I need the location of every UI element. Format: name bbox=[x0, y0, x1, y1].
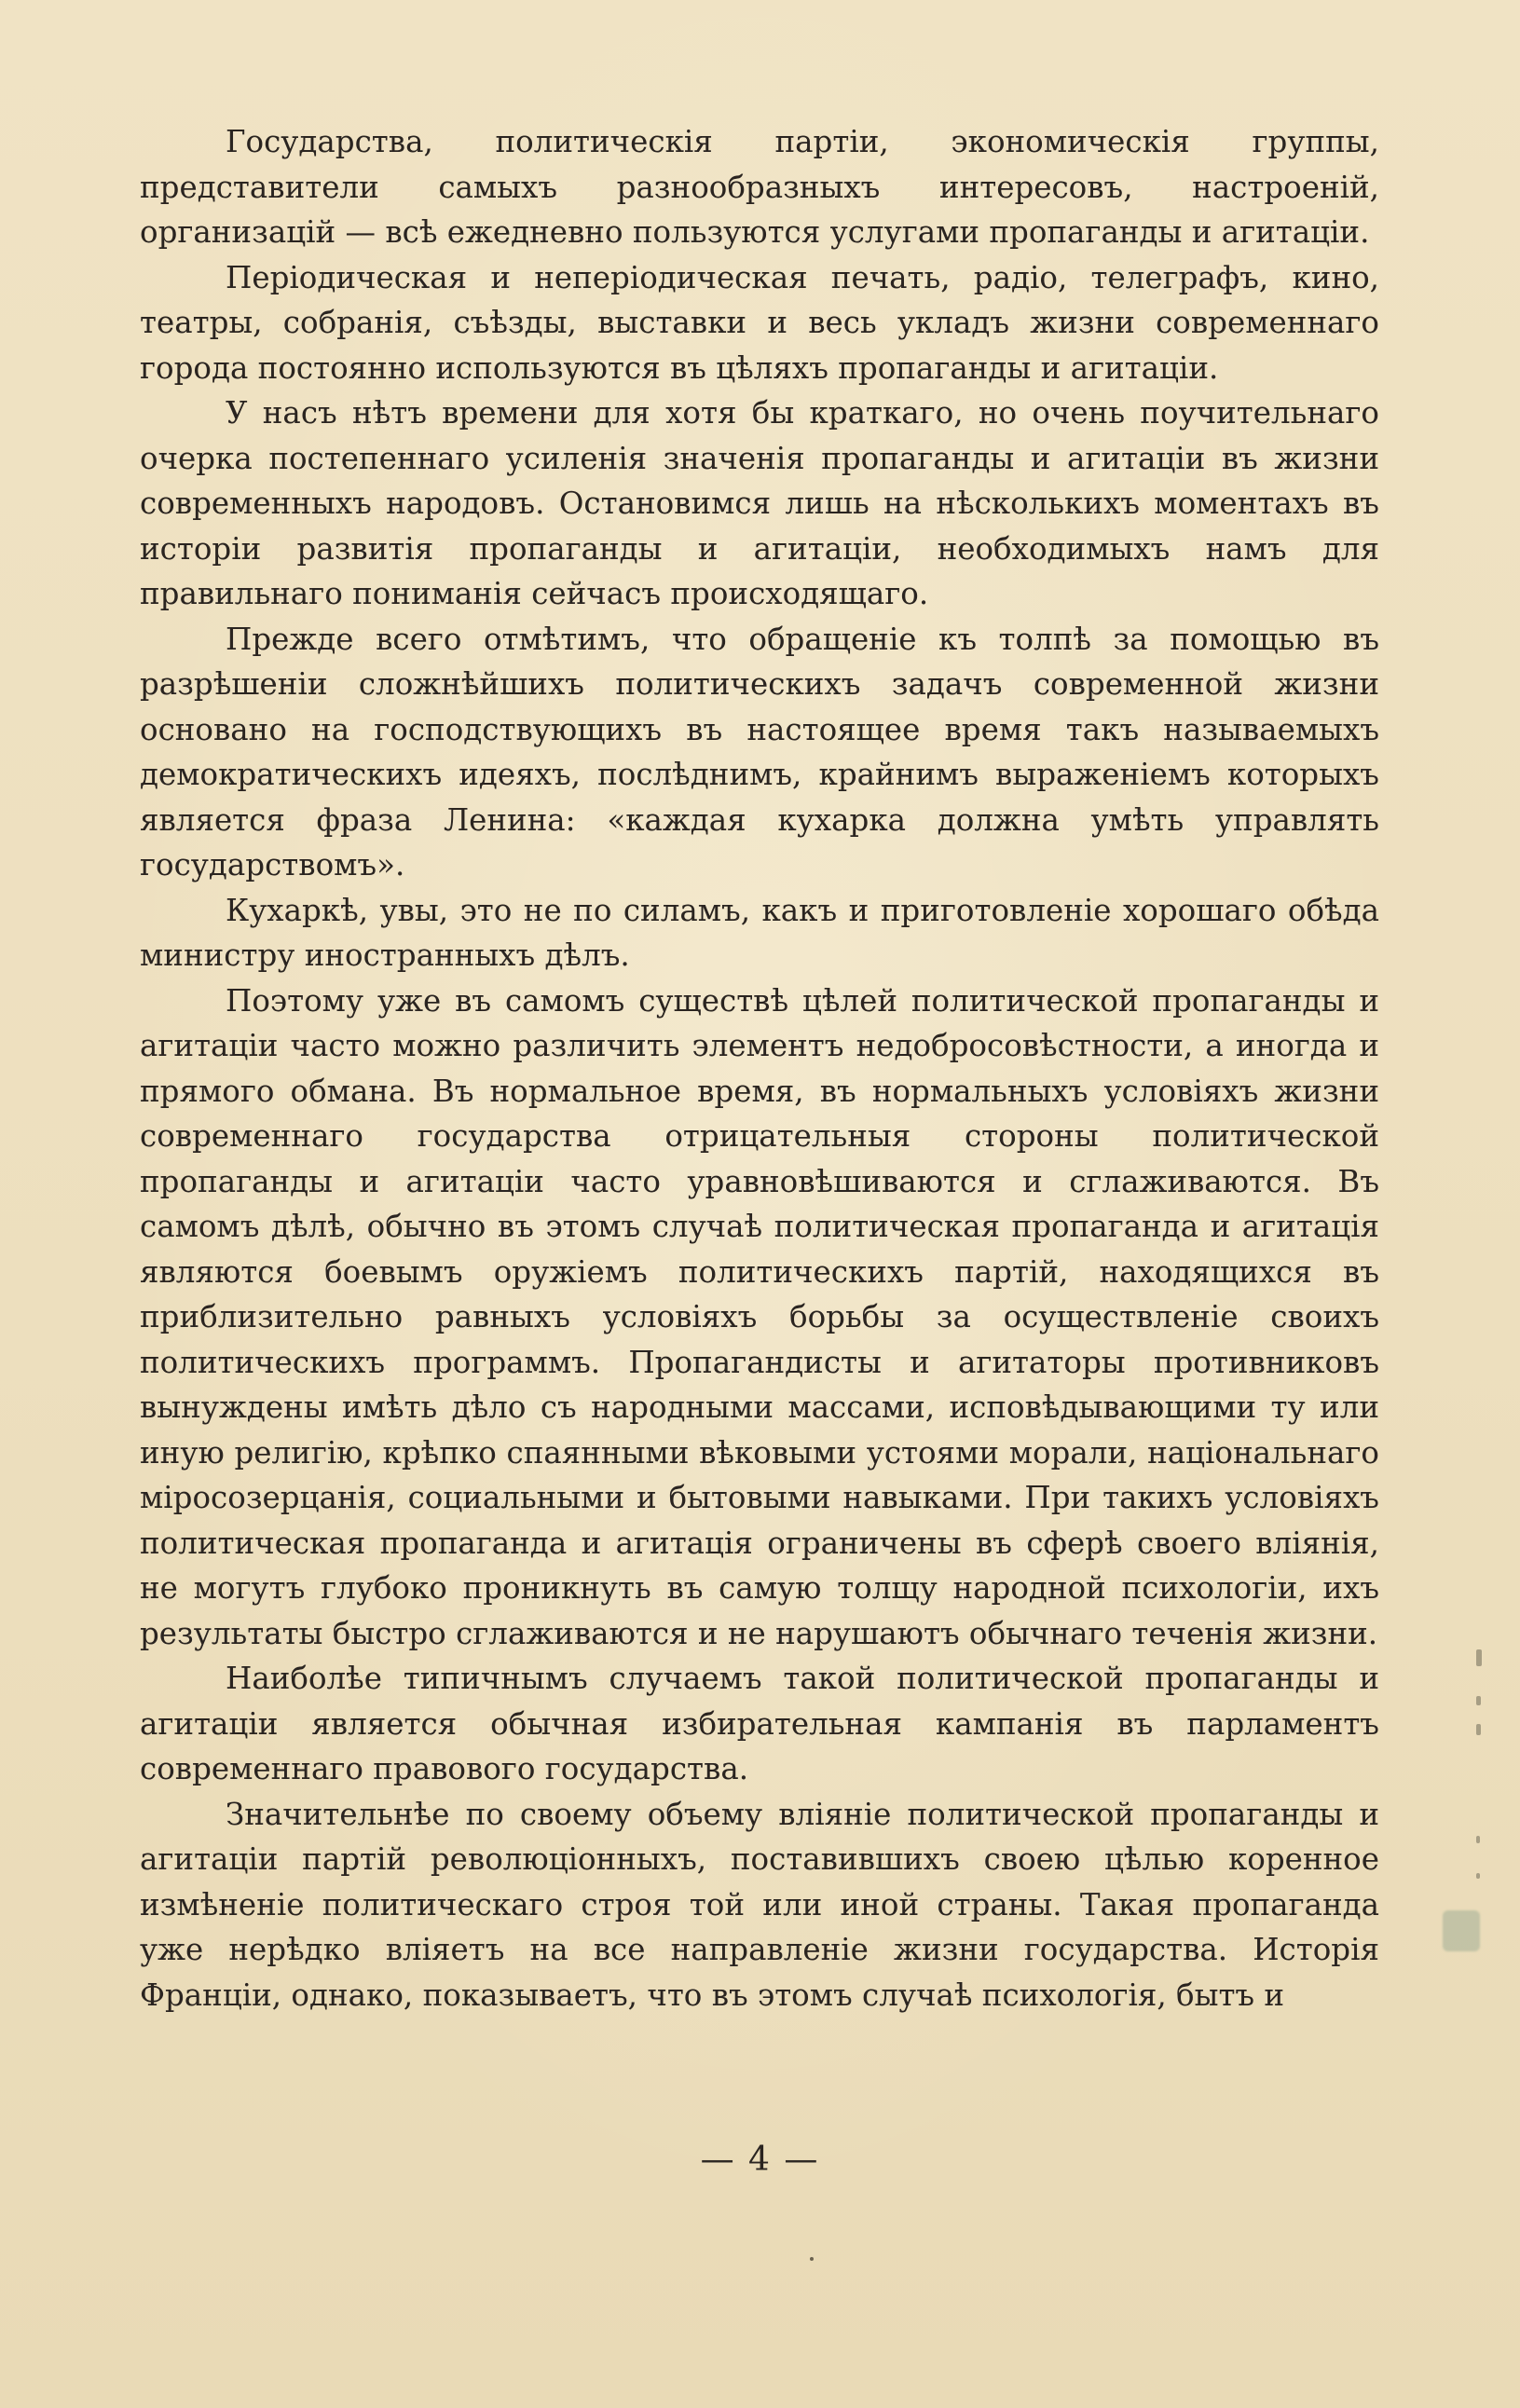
speck bbox=[810, 2257, 814, 2261]
paragraph-8: Значительнѣе по своему объему вліяніе политической пропаганды и агитаціи партій революціонныхъ, поставившихъ своею цѣлью коренное измѣненіе политическаго строя той или иной страны. Такая пропаганда уже нерѣдко вліяетъ на все направленіе жизни государства. Исторія Франціи, однако, показываетъ, что въ этомъ случаѣ психологія, бытъ и bbox=[140, 1796, 1379, 2013]
paragraph-3: У насъ нѣтъ времени для хотя бы краткаго, но очень поучительнаго очерка постепеннаго усиленія значенія пропаганды и агитаціи въ жизни современныхъ народовъ. Остановимся лишь на нѣсколькихъ моментахъ въ исторіи развитія пропаганды и агитаціи, необходимыхъ намъ для правильнаго пониманія сейчасъ происходящаго. bbox=[140, 395, 1379, 611]
page-number: — 4 — bbox=[700, 2141, 820, 2179]
paragraph-4: Прежде всего отмѣтимъ, что обращеніе къ толпѣ за помощью въ разрѣшеніи сложнѣйшихъ политическихъ задачъ современной жизни основано на господствующихъ въ настоящее время такъ называемыхъ демократическихъ идеяхъ, послѣднимъ, крайнимъ выраженіемъ которыхъ является фраза Ленина: «каждая кухарка должна умѣть управлять государствомъ». bbox=[140, 621, 1379, 882]
scan-mark bbox=[1476, 1873, 1480, 1879]
scan-mark bbox=[1476, 1836, 1480, 1843]
scan-mark bbox=[1476, 1696, 1481, 1705]
body-text bbox=[140, 119, 1379, 2018]
paragraph-7: Наиболѣе типичнымъ случаемъ такой политической пропаганды и агитаціи является обычная избирательная кампанія въ парламентъ современнаго правового государства. bbox=[140, 1661, 1379, 1786]
scan-mark bbox=[1476, 1649, 1482, 1666]
paragraph-6: Поэтому уже въ самомъ существѣ цѣлей политической пропаганды и агитаціи часто можно различить элементъ недобросовѣстности, а иногда и прямого обмана. Въ нормальное время, въ нормальныхъ условіяхъ жизни современнаго государства отрицательныя стороны политической пропаганды и агитаціи часто уравновѣшиваются и сглаживаются. Въ самомъ дѣлѣ, обычно въ этомъ случаѣ политическая пропаганда и агитація являются боевымъ оружіемъ политическихъ партій, находящихся въ приблизительно равныхъ условіяхъ борьбы за осуществленіе своихъ политическихъ программъ. Пропагандисты и агитаторы противниковъ вынуждены имѣть дѣло съ народными массами, исповѣдывающими ту или иную религію, крѣпко спаянными вѣковыми устоями морали, національнаго міросозерцанія, социальными и бытовыми навыками. При такихъ условіяхъ политическая пропаганда и агитація ограничены въ сферѣ своего вліянія, не могутъ глубоко проникнуть въ самую толщу народной психологіи, ихъ результаты быстро сглаживаются и не нарушаютъ обычнаго теченія жизни. bbox=[140, 982, 1379, 1651]
scan-mark bbox=[1476, 1724, 1481, 1735]
margin-stain bbox=[1443, 1910, 1480, 1951]
paragraph-1: Государства, политическія партіи, экономическія группы, представители самыхъ разнообразныхъ интересовъ, настроеній, организацій — всѣ ежедневно пользуются услугами пропаганды и агитаціи. bbox=[140, 124, 1379, 250]
paragraph-2: Періодическая и непеpіодическая печать, радіо, телеграфъ, кино, театры, собранія, съѣзды, выставки и весь укладъ жизни современнаго города постоянно используются въ цѣляхъ пропаганды и агитаціи. bbox=[140, 259, 1379, 386]
paragraph-5: Кухаркѣ, увы, это не по силамъ, какъ и приготовленіе хорошаго обѣда министру иностранныхъ дѣлъ. bbox=[140, 892, 1379, 973]
